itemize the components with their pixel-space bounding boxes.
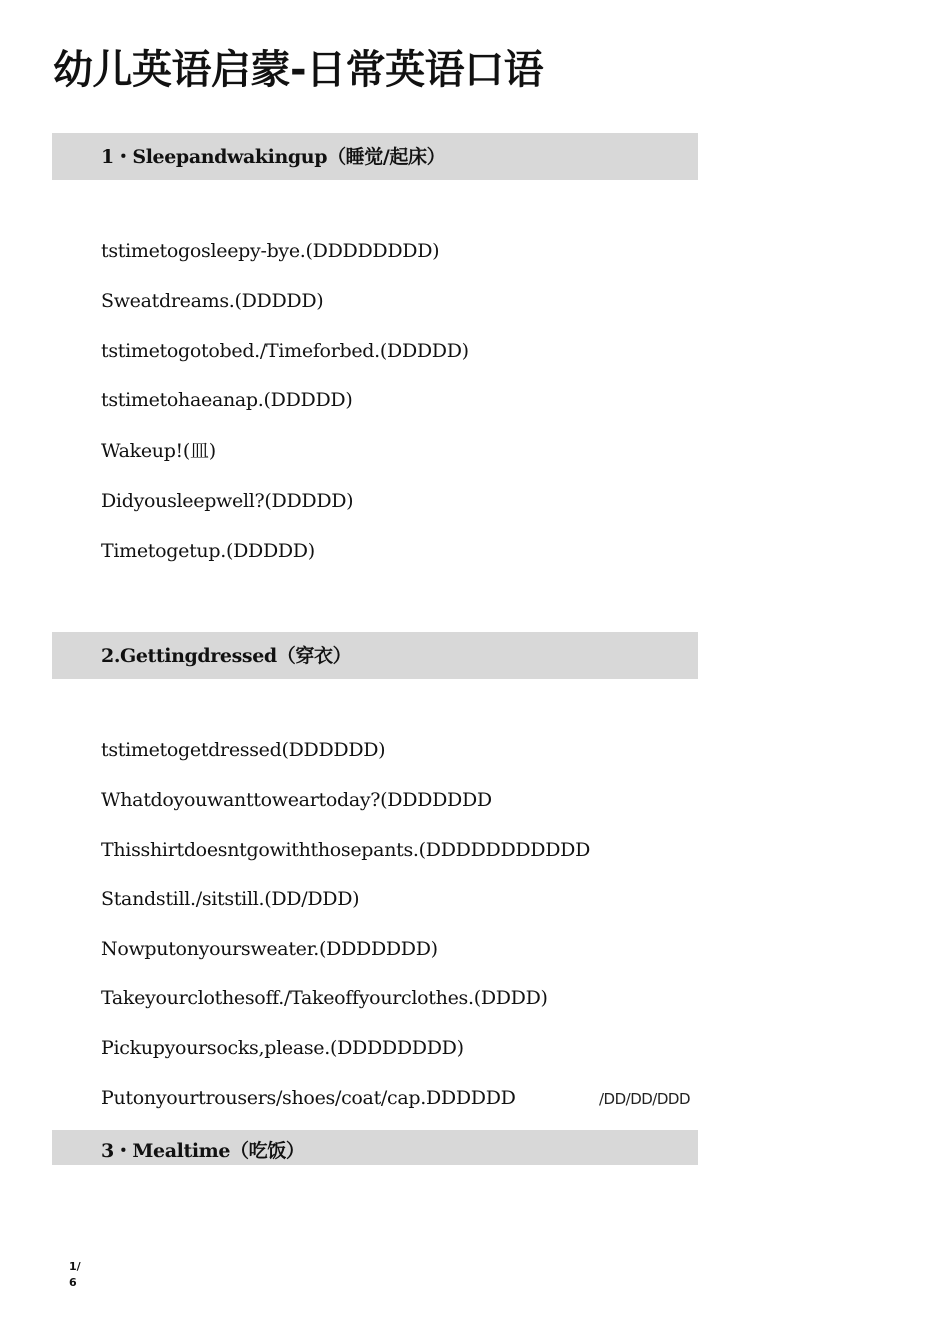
section-2-line: Pickupyoursocks,please.(DDDDDDDD) [101,1037,464,1059]
section-2-line-tail: /DD/DD/DDD [599,1090,691,1108]
page-title: 幼儿英语启蒙-日常英语口语 [53,47,544,93]
section-3-heading: 3・Mealtime（吃饭） [101,1140,305,1162]
section-1-heading: 1・Sleepandwakingup（睡觉/起床） [101,146,446,168]
section-2-line: Whatdoyouwanttoweartoday?(DDDDDDD [101,789,492,811]
section-2-line: Standstill./sitstill.(DD/DDD) [101,888,360,910]
section-2-line: Takeyourclothesoff./Takeoffyourclothes.(DDDD) [101,987,548,1009]
section-2-heading: 2.Gettingdressed（穿衣） [101,645,352,667]
section-1-line: tstimetogosleepy-bye.(DDDDDDDD) [101,240,440,262]
section-1-line: Wakeup!(皿) [101,440,216,462]
section-2-line: tstimetogetdressed(DDDDDD) [101,739,386,761]
section-2-line: Nowputonyoursweater.(DDDDDDD) [101,938,438,960]
section-2-line: Thisshirtdoesntgowiththosepants.(DDDDDDDDDDD [101,839,591,861]
section-1-line: Didyousleepwell?(DDDDD) [101,490,354,512]
section-1-line: Timetogetup.(DDDDD) [101,540,315,562]
section-1-line: tstimetogotobed./Timeforbed.(DDDDD) [101,340,469,362]
section-2-line: Putonyourtrousers/shoes/coat/cap.DDDDDD [101,1087,516,1109]
section-1-line: tstimetohaeanap.(DDDDD) [101,389,353,411]
section-1-line: Sweatdreams.(DDDDD) [101,290,324,312]
page-number: 1/ 6 [69,1260,81,1289]
